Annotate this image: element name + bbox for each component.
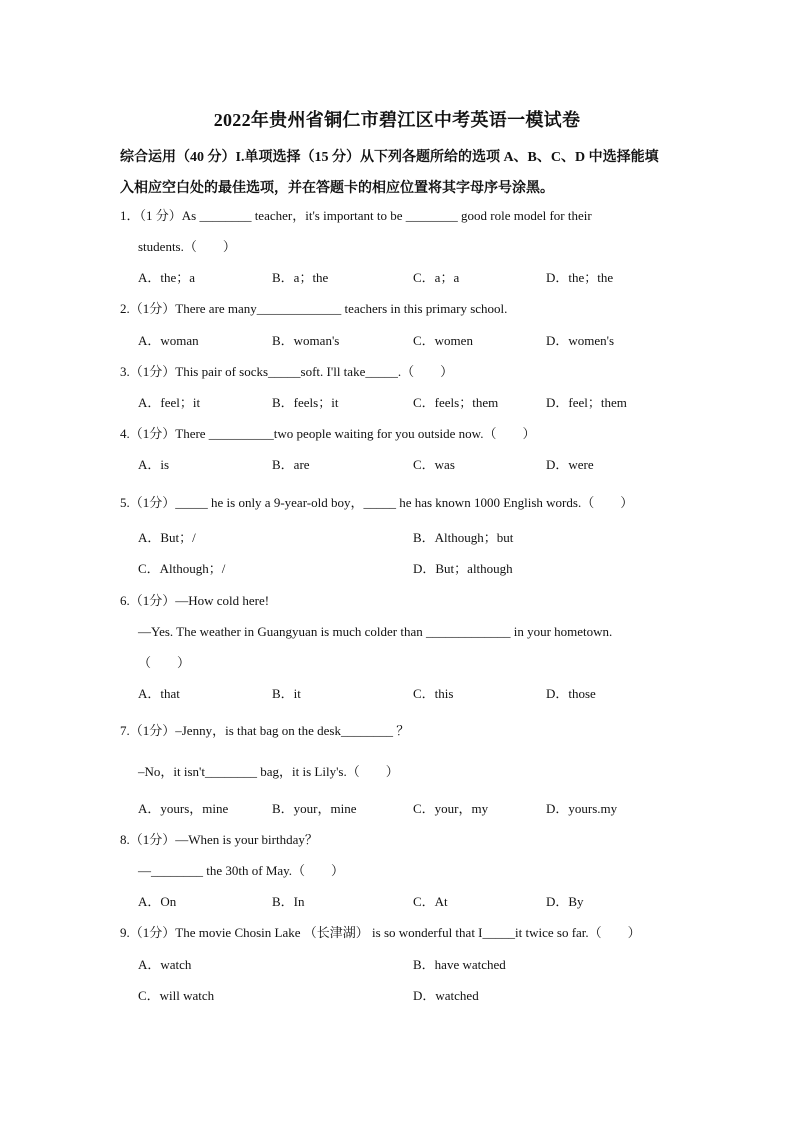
option-a[interactable]: A．the；a (138, 270, 196, 285)
option-d[interactable]: D．were (546, 457, 594, 472)
question-stem: 9.（1分）The movie Chosin Lake （长津湖） is so wonderful that I_____it twice so far.（ ） (120, 925, 641, 940)
option-b[interactable]: B．your，mine (272, 801, 357, 816)
option-b[interactable]: B．feels；it (272, 395, 339, 410)
option-c[interactable]: C．was (413, 457, 455, 472)
option-b[interactable]: B．In (272, 894, 305, 909)
option-a[interactable]: A．feel；it (138, 395, 201, 410)
option-a[interactable]: A．But；/ (138, 530, 196, 545)
option-b[interactable]: B．are (272, 457, 310, 472)
option-a[interactable]: A．is (138, 457, 170, 472)
page-title: 2022年贵州省铜仁市碧江区中考英语一模试卷 (213, 110, 581, 130)
option-c[interactable]: C．your，my (413, 801, 489, 816)
option-d[interactable]: D．watched (413, 988, 479, 1003)
option-c[interactable]: C．Although；/ (138, 561, 226, 576)
section-instructions-line-2: 入相应空白处的最佳选项，并在答题卡的相应位置将其字母序号涂黑。 (120, 181, 554, 196)
option-a[interactable]: A．woman (138, 333, 199, 348)
option-a[interactable]: A．On (138, 894, 177, 909)
question-stem: 7.（1分）–Jenny，is that bag on the desk________ ？ (120, 723, 410, 738)
question-stem: （ ） (138, 655, 191, 670)
option-d[interactable]: D．women's (546, 333, 615, 348)
option-c[interactable]: C．a；a (413, 270, 460, 285)
option-a[interactable]: A．watch (138, 957, 192, 972)
option-d[interactable]: D．But；although (413, 561, 513, 576)
question-stem: –No，it isn't________ bag，it is Lily's.（ ） (138, 764, 399, 779)
question-stem: 5.（1分）_____ he is only a 9-year-old boy，_____ he has known 1000 English words.（ ） (120, 495, 634, 510)
option-d[interactable]: D．those (546, 686, 596, 701)
option-c[interactable]: C．women (413, 333, 473, 348)
option-b[interactable]: B．Although；but (413, 530, 514, 545)
question-stem: 1．（1 分）As ________ teacher，it's important to be ________ good role model for their (120, 208, 592, 223)
option-c[interactable]: C．At (413, 894, 448, 909)
section-instructions-line-1: 综合运用（40 分）I.单项选择（15 分）从下列各题所给的选项 A、B、C、D 中选择能填 (120, 150, 659, 165)
option-b[interactable]: B．woman's (272, 333, 340, 348)
option-c[interactable]: C．will watch (138, 988, 215, 1003)
question-stem: 6.（1分）—How cold here! (120, 593, 270, 608)
question-stem: —________ the 30th of May.（ ） (138, 863, 345, 878)
question-stem: 4.（1分）There __________two people waiting for you outside now.（ ） (120, 426, 536, 441)
question-stem: —Yes. The weather in Guangyuan is much colder than _____________ in your hometown. (138, 624, 613, 639)
option-c[interactable]: C．feels；them (413, 395, 499, 410)
question-stem: 8.（1分）—When is your birthday？ (120, 832, 318, 847)
option-d[interactable]: D．yours.my (546, 801, 618, 816)
question-stem: students.（ ） (138, 239, 236, 254)
option-d[interactable]: D．By (546, 894, 584, 909)
option-d[interactable]: D．feel；them (546, 395, 627, 410)
question-stem: 3.（1分）This pair of socks_____soft. I'll take_____.（ ） (120, 364, 454, 379)
question-stem: 2.（1分）There are many_____________ teachers in this primary school. (120, 301, 508, 316)
option-a[interactable]: A．yours，mine (138, 801, 229, 816)
option-c[interactable]: C．this (413, 686, 454, 701)
option-d[interactable]: D．the；the (546, 270, 614, 285)
option-b[interactable]: B．have watched (413, 957, 506, 972)
option-a[interactable]: A．that (138, 686, 180, 701)
option-b[interactable]: B．a；the (272, 270, 329, 285)
option-b[interactable]: B．it (272, 686, 301, 701)
